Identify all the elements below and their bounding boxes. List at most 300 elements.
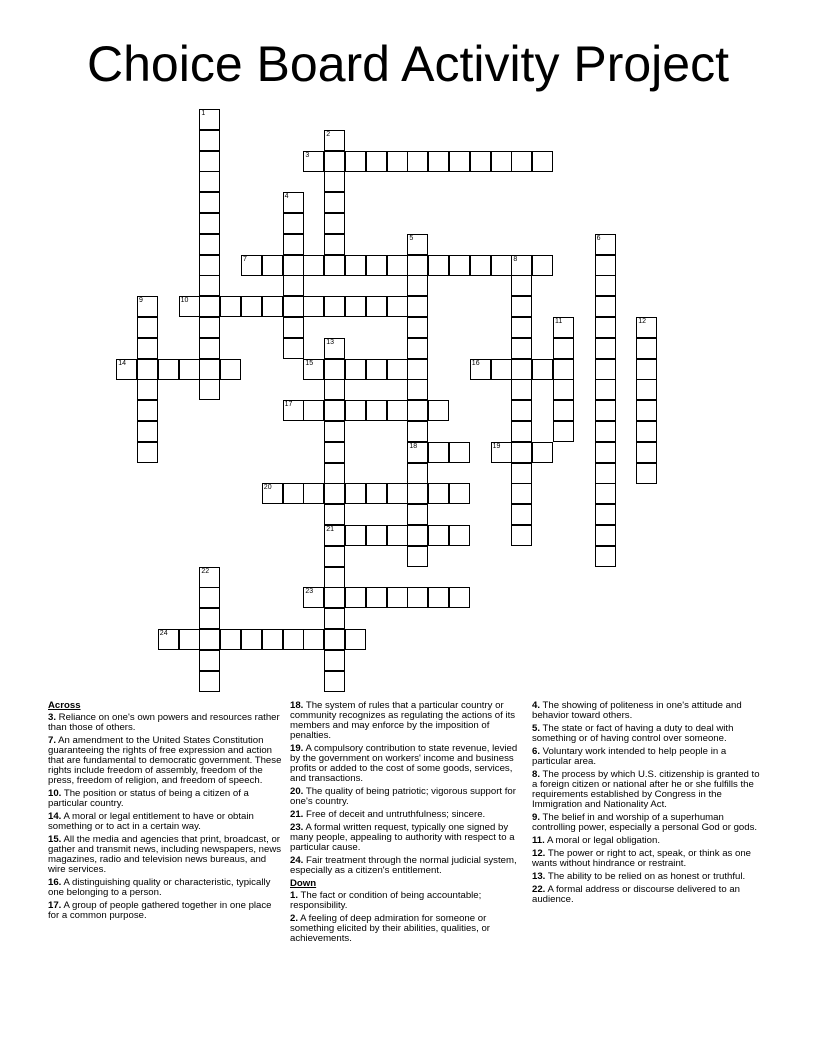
crossword-cell[interactable] (158, 359, 179, 380)
crossword-cell[interactable] (303, 629, 324, 650)
crossword-cell[interactable] (303, 483, 324, 504)
clue-number: 1. (290, 890, 299, 901)
clue-number-label: 11 (555, 318, 563, 325)
crossword-cell[interactable] (199, 567, 220, 588)
clue-item (290, 701, 524, 741)
crossword-cell[interactable] (636, 379, 657, 400)
crossword-cell[interactable] (407, 442, 428, 463)
clue-item (48, 878, 282, 898)
clue-text: A distinguishing quality or characteristic, typically one belonging to a person. (48, 877, 271, 898)
clue-number: 15. (48, 834, 62, 845)
crossword-cell[interactable] (324, 400, 345, 421)
crossword-cell[interactable] (324, 442, 345, 463)
clue-number-label: 20 (263, 484, 272, 492)
crossword-cell[interactable] (511, 525, 532, 546)
crossword-cell[interactable] (449, 442, 470, 463)
crossword-cell[interactable] (449, 483, 470, 504)
crossword-cell[interactable] (199, 379, 220, 400)
crossword-cell[interactable] (511, 483, 532, 504)
crossword-cell[interactable] (241, 629, 262, 650)
crossword-cell[interactable] (241, 296, 262, 317)
crossword-cell[interactable] (636, 400, 657, 421)
clue-text: Voluntary work intended to help people in a particular area. (532, 746, 727, 767)
crossword-cell[interactable] (511, 421, 532, 442)
clue-number: 12. (532, 848, 546, 859)
crossword-cell[interactable] (283, 192, 304, 213)
crossword-cell[interactable] (595, 504, 616, 525)
crossword-cell[interactable] (387, 483, 408, 504)
crossword-cell[interactable] (303, 296, 324, 317)
crossword-cell[interactable] (511, 463, 532, 484)
clue-text: A formal address or discourse delivered to an audience. (532, 884, 740, 905)
crossword-cell[interactable] (324, 130, 345, 151)
crossword-cell[interactable] (511, 296, 532, 317)
crossword-cell[interactable] (449, 525, 470, 546)
crossword-cell[interactable] (407, 359, 428, 380)
crossword-cell[interactable] (595, 317, 616, 338)
clue-number-label: 18 (409, 442, 418, 450)
crossword-cell[interactable] (511, 442, 532, 463)
clue-text: Reliance on one's own powers and resources rather than those of others. (48, 712, 280, 733)
crossword-cell[interactable] (137, 400, 158, 421)
crossword-cell[interactable] (387, 151, 408, 172)
clue-number-label: 13 (326, 338, 334, 346)
crossword-cell[interactable] (366, 587, 387, 608)
crossword-cell[interactable] (366, 151, 387, 172)
crossword-cell[interactable] (553, 359, 574, 380)
clue-text: Free of deceit and untruthfulness; sincere. (303, 809, 486, 820)
crossword-cell[interactable] (511, 151, 532, 172)
crossword-cell[interactable] (387, 255, 408, 276)
crossword-cell[interactable] (491, 442, 512, 463)
crossword-cell[interactable] (345, 525, 366, 546)
crossword-cell[interactable] (387, 359, 408, 380)
crossword-cell[interactable] (387, 400, 408, 421)
crossword-cell[interactable] (407, 587, 428, 608)
crossword-cell[interactable] (407, 421, 428, 442)
crossword-cell[interactable] (283, 338, 304, 359)
crossword-cell[interactable] (324, 192, 345, 213)
crossword-cell[interactable] (199, 587, 220, 608)
clue-number: 9. (532, 812, 541, 823)
clue-text: An amendment to the United States Constitution guaranteeing the rights of free expression and action that are fundamental to democratic government. These rights include freedom of assembly, freedom of the press, freedom of religion, and freedom of speech. (48, 735, 282, 786)
crossword-cell[interactable] (303, 255, 324, 276)
crossword-cell[interactable] (220, 359, 241, 380)
clue-item (532, 872, 766, 882)
crossword-cell[interactable] (407, 525, 428, 546)
crossword-cell[interactable] (158, 629, 179, 650)
crossword-cell[interactable] (407, 400, 428, 421)
crossword-cell[interactable] (595, 234, 616, 255)
clue-text: A group of people gathered together in one place for a common purpose. (48, 900, 272, 921)
clue-number: 2. (290, 913, 299, 924)
crossword-cell[interactable] (470, 255, 491, 276)
crossword-cell[interactable] (428, 587, 449, 608)
crossword-cell[interactable] (199, 234, 220, 255)
crossword-cell[interactable] (137, 379, 158, 400)
clue-text: A moral or legal obligation. (544, 835, 661, 846)
crossword-cell[interactable] (407, 546, 428, 567)
crossword-cell[interactable] (199, 151, 220, 172)
crossword-cell[interactable] (199, 255, 220, 276)
crossword-cell[interactable] (595, 275, 616, 296)
crossword-cell[interactable] (428, 442, 449, 463)
clue-number-label: 8 (513, 255, 518, 263)
crossword-cell[interactable] (532, 442, 553, 463)
page-title: Choice Board Activity Project (87, 36, 729, 92)
crossword-cell[interactable] (303, 587, 324, 608)
clue-number: 8. (532, 769, 541, 780)
crossword-cell[interactable] (199, 192, 220, 213)
crossword-cell[interactable] (366, 400, 387, 421)
clue-item (290, 823, 524, 853)
clue-number: 20. (290, 786, 304, 797)
crossword-cell[interactable] (262, 629, 283, 650)
crossword-cell[interactable] (345, 151, 366, 172)
crossword-cell[interactable] (324, 171, 345, 192)
crossword-cell[interactable] (366, 359, 387, 380)
clue-number-label: 17 (284, 401, 293, 409)
clue-text: The fact or condition of being accountable; responsibility. (290, 890, 482, 911)
crossword-cell[interactable] (636, 463, 657, 484)
crossword-cell[interactable] (595, 463, 616, 484)
clue-text: The ability to be relied on as honest or truthful. (545, 871, 746, 882)
crossword-cell[interactable] (324, 213, 345, 234)
crossword-cell[interactable] (199, 171, 220, 192)
clue-item (48, 736, 282, 786)
clue-number-label: 4 (284, 193, 289, 201)
crossword-cell[interactable] (345, 587, 366, 608)
crossword-cell[interactable] (636, 359, 657, 380)
clue-number: 17. (48, 900, 62, 911)
crossword-cell[interactable] (636, 442, 657, 463)
clue-text: The quality of being patriotic; vigorous support for one's country. (290, 786, 516, 807)
clue-text: The position or status of being a citizen of a particular country. (48, 788, 249, 809)
clue-number: 21. (290, 809, 304, 820)
clue-number-label: 3 (305, 151, 310, 159)
crossword-cell[interactable] (532, 359, 553, 380)
crossword-cell[interactable] (345, 296, 366, 317)
crossword-cell[interactable] (324, 567, 345, 588)
crossword-cell[interactable] (407, 255, 428, 276)
clue-text: The belief in and worship of a superhuman controlling power, especially a personal God or gods. (532, 812, 758, 833)
crossword-cell[interactable] (345, 359, 366, 380)
clue-number: 3. (48, 712, 57, 723)
crossword-cell[interactable] (199, 213, 220, 234)
clue-number-label: 23 (305, 588, 314, 596)
crossword-cell[interactable] (595, 546, 616, 567)
crossword-cell[interactable] (324, 587, 345, 608)
clue-item (48, 789, 282, 809)
crossword-cell[interactable] (470, 359, 491, 380)
crossword-cell[interactable] (303, 400, 324, 421)
crossword-cell[interactable] (595, 338, 616, 359)
clue-item (290, 744, 524, 784)
crossword-cell[interactable] (387, 587, 408, 608)
crossword-cell[interactable] (137, 421, 158, 442)
clue-text: The showing of politeness in one's attitude and behavior toward others. (532, 700, 742, 721)
clue-item (532, 770, 766, 810)
crossword-cell[interactable] (636, 338, 657, 359)
crossword-cell[interactable] (303, 359, 324, 380)
clue-number: 23. (290, 822, 304, 833)
crossword-cell[interactable] (324, 338, 345, 359)
clue-number-label: 24 (159, 630, 168, 637)
clue-number-label: 5 (409, 234, 414, 242)
crossword-cell[interactable] (283, 213, 304, 234)
crossword-cell[interactable] (345, 483, 366, 504)
crossword-cell[interactable] (407, 296, 428, 317)
crossword-cell[interactable] (199, 109, 220, 130)
clue-item (290, 787, 524, 807)
crossword-cell[interactable] (283, 234, 304, 255)
crossword-cell[interactable] (324, 255, 345, 276)
crossword-cell[interactable] (636, 421, 657, 442)
crossword-cell[interactable] (511, 255, 532, 276)
clue-item (532, 836, 766, 846)
crossword-cell[interactable] (553, 421, 574, 442)
crossword-cell[interactable] (595, 442, 616, 463)
crossword-cell[interactable] (283, 296, 304, 317)
crossword-cell[interactable] (407, 338, 428, 359)
crossword-cell[interactable] (428, 151, 449, 172)
crossword-cell[interactable] (595, 255, 616, 276)
crossword-cell[interactable] (137, 317, 158, 338)
crossword-cell[interactable] (137, 442, 158, 463)
crossword-cell[interactable] (179, 296, 200, 317)
crossword-cell[interactable] (511, 338, 532, 359)
clue-number: 4. (532, 700, 541, 711)
crossword-cell[interactable] (511, 359, 532, 380)
clue-item (290, 891, 524, 911)
crossword-cell[interactable] (324, 629, 345, 650)
crossword-cell[interactable] (407, 317, 428, 338)
clue-number: 10. (48, 788, 62, 799)
crossword-cell[interactable] (595, 421, 616, 442)
clue-number: 11. (532, 835, 545, 846)
crossword-cell[interactable] (511, 504, 532, 525)
crossword-cell[interactable] (324, 151, 345, 172)
clue-item (532, 813, 766, 833)
clue-number: 6. (532, 746, 541, 757)
clue-text: All the media and agencies that print, broadcast, or gather and transmit news, including newspapers, news magazines, radio and television news bureaus, and wire services. (48, 834, 282, 875)
crossword-cell[interactable] (366, 525, 387, 546)
crossword-cell[interactable] (595, 525, 616, 546)
crossword-cell[interactable] (283, 317, 304, 338)
clue-number-label: 19 (492, 442, 501, 450)
crossword-cell[interactable] (324, 650, 345, 671)
crossword-cell[interactable] (324, 234, 345, 255)
clue-number-label: 21 (326, 526, 334, 533)
crossword-cell[interactable] (283, 255, 304, 276)
clue-number-label: 1 (201, 110, 206, 117)
crossword-cell[interactable] (491, 359, 512, 380)
clue-number: 16. (48, 877, 62, 888)
crossword-cell[interactable] (179, 629, 200, 650)
clue-number: 7. (48, 735, 57, 746)
clue-item (48, 901, 282, 921)
crossword-cell[interactable] (199, 275, 220, 296)
crossword-cell[interactable] (407, 151, 428, 172)
clue-number: 13. (532, 871, 546, 882)
clue-number: 19. (290, 743, 304, 754)
crossword-cell[interactable] (511, 317, 532, 338)
crossword-cell[interactable] (303, 151, 324, 172)
crossword-cell[interactable] (199, 650, 220, 671)
crossword-cell[interactable] (283, 400, 304, 421)
clue-text: Fair treatment through the normal judicial system, especially as a citizen's entitlement. (290, 855, 517, 876)
crossword-cell[interactable] (366, 255, 387, 276)
crossword-cell[interactable] (470, 151, 491, 172)
clue-number: 24. (290, 855, 304, 866)
crossword-cell[interactable] (283, 483, 304, 504)
crossword-cell[interactable] (137, 338, 158, 359)
clue-number-label: 22 (201, 567, 210, 575)
across-heading: Across (48, 700, 81, 711)
crossword-cell[interactable] (283, 629, 304, 650)
clue-item (290, 914, 524, 944)
crossword-cell[interactable] (324, 359, 345, 380)
crossword-cell[interactable] (553, 400, 574, 421)
crossword-cell[interactable] (428, 255, 449, 276)
crossword-cell[interactable] (511, 379, 532, 400)
crossword-cell[interactable] (324, 379, 345, 400)
clue-number: 18. (290, 700, 304, 711)
crossword-cell[interactable] (262, 483, 283, 504)
clue-text: A compulsory contribution to state revenue, levied by the government on workers' income and business profits or added to the cost of some goods, services, and transactions. (290, 743, 518, 784)
clue-number-label: 16 (471, 359, 480, 367)
clue-number-label: 7 (243, 255, 247, 263)
clue-item (290, 856, 524, 876)
crossword-cell[interactable] (324, 296, 345, 317)
clue-number-label: 15 (305, 359, 314, 367)
crossword-cell[interactable] (553, 317, 574, 338)
clue-number: 22. (532, 884, 546, 895)
clue-number-label: 10 (180, 297, 189, 305)
crossword-cell[interactable] (491, 255, 512, 276)
crossword-cell[interactable] (137, 359, 158, 380)
clue-text: The state or fact of having a duty to deal with something or of having control over someone. (532, 723, 734, 744)
crossword-cell[interactable] (241, 255, 262, 276)
crossword-cell[interactable] (387, 525, 408, 546)
clue-text: The system of rules that a particular country or community recognizes as regulating the actions of its members and may enforce by the imposition of penalties. (290, 700, 516, 741)
clue-text: A feeling of deep admiration for someone or something elicited by their abilities, qualities, or achievements. (290, 913, 490, 944)
crossword-cell[interactable] (324, 546, 345, 567)
crossword-cell[interactable] (595, 296, 616, 317)
crossword-cell[interactable] (220, 296, 241, 317)
crossword-cell[interactable] (491, 151, 512, 172)
clue-number-label: 12 (638, 318, 646, 325)
crossword-cell[interactable] (199, 317, 220, 338)
clue-number: 5. (532, 723, 541, 734)
crossword-cell[interactable] (449, 255, 470, 276)
clue-text: The process by which U.S. citizenship is granted to a foreign citizen or national after he or she fulfills the requirements established by Congress in the Immigration and Nationality Act. (532, 769, 760, 810)
clue-item (532, 701, 766, 721)
clue-number-label: 2 (326, 130, 331, 138)
crossword-cell[interactable] (283, 275, 304, 296)
clues-column-1 (48, 701, 282, 924)
crossword-cell[interactable] (324, 608, 345, 629)
clues-column-2 (290, 701, 524, 947)
crossword-cell[interactable] (595, 400, 616, 421)
crossword-cell[interactable] (532, 255, 553, 276)
crossword-cell[interactable] (428, 400, 449, 421)
crossword-cell[interactable] (407, 483, 428, 504)
crossword-cell[interactable] (116, 359, 137, 380)
crossword-cell[interactable] (636, 317, 657, 338)
crossword-cell[interactable] (407, 379, 428, 400)
clue-number-label: 6 (596, 234, 601, 242)
crossword-cell[interactable] (345, 255, 366, 276)
crossword-cell[interactable] (532, 151, 553, 172)
crossword-cell[interactable] (137, 296, 158, 317)
crossword-cell[interactable] (366, 296, 387, 317)
crossword-cell[interactable] (199, 671, 220, 692)
clues-column-3 (532, 701, 766, 908)
crossword-cell[interactable] (407, 504, 428, 525)
crossword-cell[interactable] (553, 338, 574, 359)
crossword-cell[interactable] (324, 504, 345, 525)
crossword-cell[interactable] (595, 379, 616, 400)
crossword-cell[interactable] (428, 525, 449, 546)
clue-number: 14. (48, 811, 62, 822)
crossword-cell[interactable] (324, 525, 345, 546)
crossword-cell[interactable] (262, 255, 283, 276)
crossword-cell[interactable] (324, 421, 345, 442)
crossword-cell[interactable] (366, 483, 387, 504)
crossword-cell[interactable] (595, 483, 616, 504)
crossword-cell[interactable] (407, 275, 428, 296)
crossword-cell[interactable] (220, 629, 241, 650)
clue-text: A formal written request, typically one signed by many people, appealing to authority with respect to a particular cause. (290, 822, 515, 853)
crossword-cell[interactable] (511, 400, 532, 421)
clue-item (48, 835, 282, 875)
crossword-cell[interactable] (324, 463, 345, 484)
crossword-cell[interactable] (262, 296, 283, 317)
crossword-cell[interactable] (199, 130, 220, 151)
clue-item (532, 849, 766, 869)
crossword-cell[interactable] (428, 483, 449, 504)
clue-item (532, 724, 766, 744)
crossword-cell[interactable] (449, 587, 470, 608)
crossword-cell[interactable] (595, 359, 616, 380)
clue-number-label: 14 (118, 359, 126, 367)
crossword-cell[interactable] (449, 151, 470, 172)
clue-item (290, 810, 524, 820)
crossword-cell[interactable] (179, 359, 200, 380)
crossword-cell[interactable] (553, 379, 574, 400)
clue-item (48, 713, 282, 733)
crossword-cell[interactable] (511, 275, 532, 296)
crossword-cell[interactable] (407, 234, 428, 255)
clue-item (48, 812, 282, 832)
crossword-cell[interactable] (324, 483, 345, 504)
crossword-cell[interactable] (199, 629, 220, 650)
crossword-cell[interactable] (199, 359, 220, 380)
crossword-cell[interactable] (199, 296, 220, 317)
crossword-cell[interactable] (199, 608, 220, 629)
crossword-cell[interactable] (324, 671, 345, 692)
crossword-cell[interactable] (199, 338, 220, 359)
clue-text: A moral or legal entitlement to have or obtain something or to act in a certain way. (48, 811, 254, 832)
clue-text: The power or right to act, speak, or think as one wants without hindrance or restraint. (532, 848, 752, 869)
crossword-cell[interactable] (345, 629, 366, 650)
clue-item (532, 885, 766, 905)
crossword-cell[interactable] (345, 400, 366, 421)
crossword-cell[interactable] (387, 296, 408, 317)
clue-number-label: 9 (139, 297, 143, 305)
crossword-cell[interactable] (407, 463, 428, 484)
